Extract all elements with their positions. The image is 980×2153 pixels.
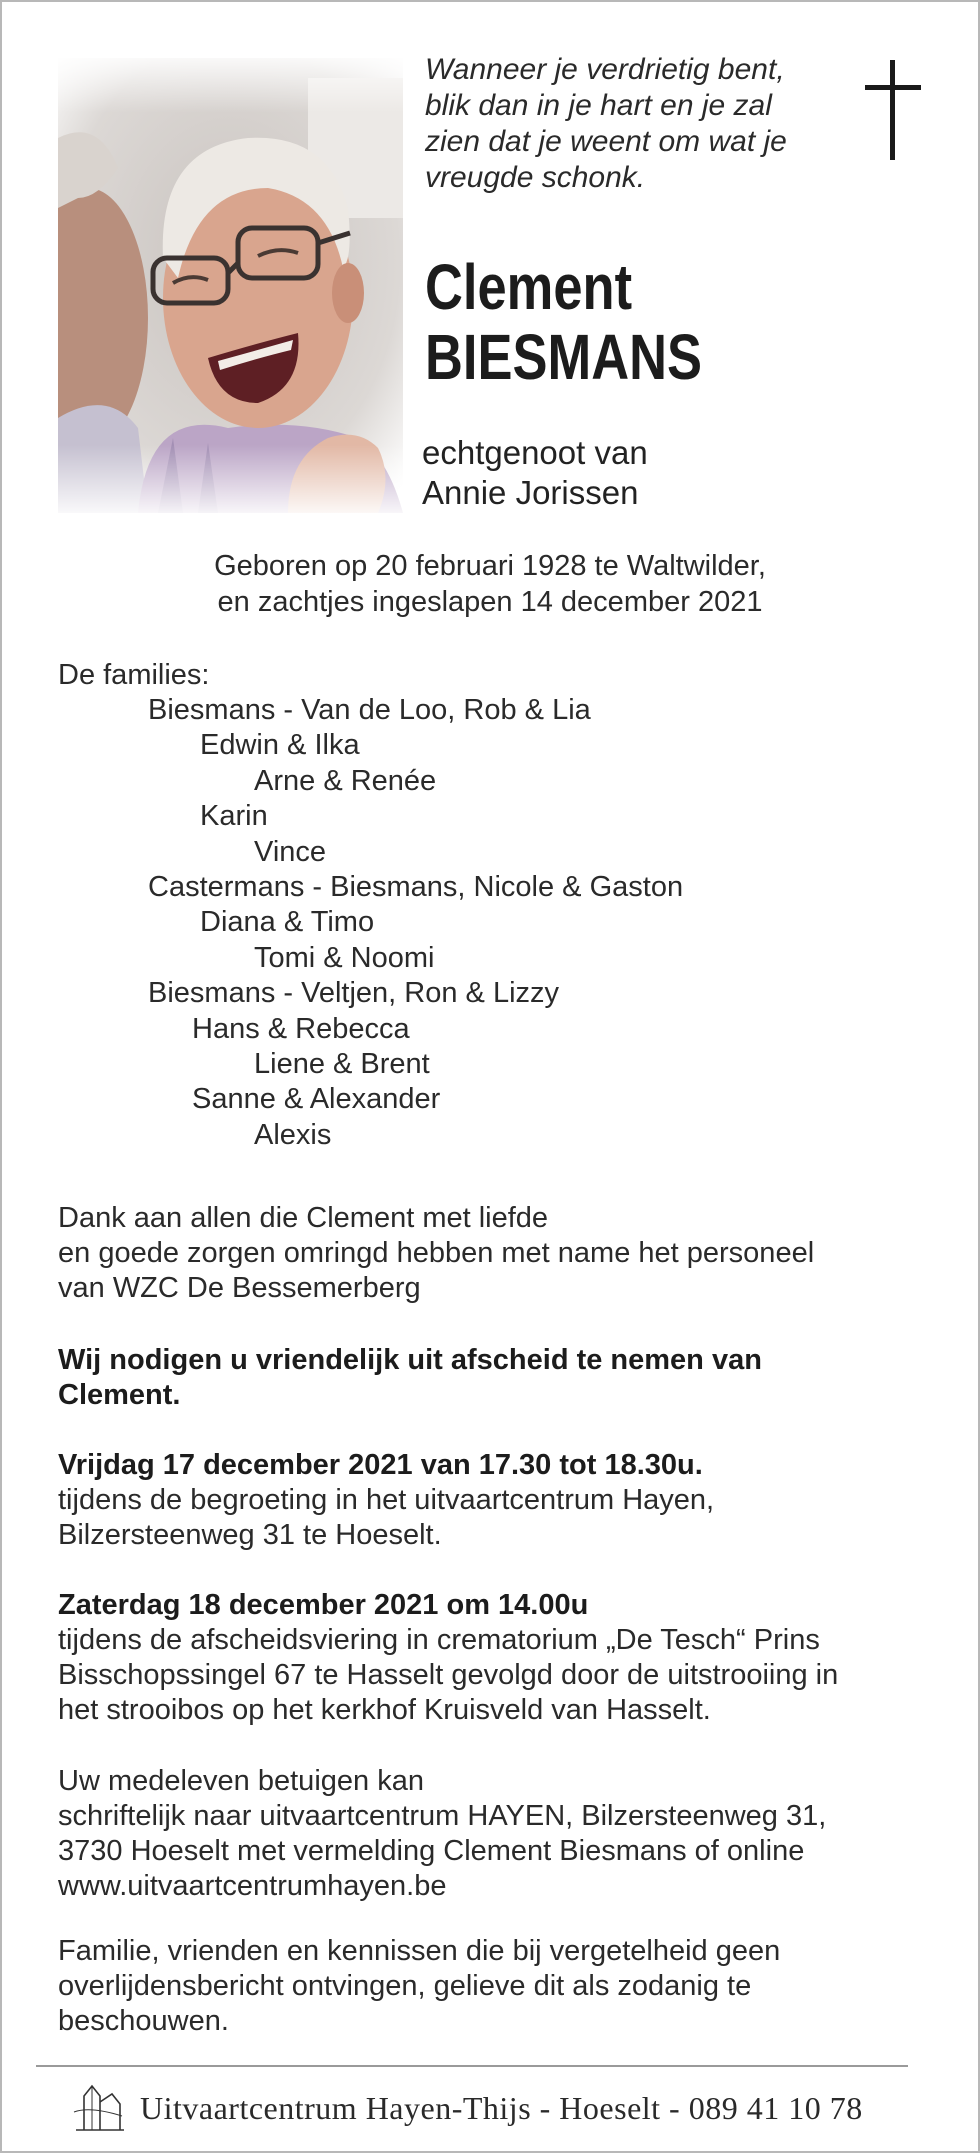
saturday-heading: Zaterdag 18 december 2021 om 14.00u — [58, 1589, 589, 1621]
poem-line: vreugde schonk. — [425, 161, 646, 194]
notice-line: Familie, vrienden en kennissen die bij vergetelheid geen — [58, 1935, 781, 1967]
poem-line: blik dan in je hart en je zal — [425, 89, 772, 122]
footer-divider — [36, 2065, 908, 2067]
invite-paragraph — [58, 1343, 938, 1413]
spouse-info — [422, 433, 648, 513]
born-line: en zachtjes ingeslapen 14 december 2021 — [217, 586, 763, 618]
friday-paragraph — [58, 1448, 938, 1553]
website-link[interactable]: www.uitvaartcentrumhayen.be — [58, 1870, 447, 1902]
family-member-line: Biesmans - Veltjen, Ron & Lizzy — [148, 977, 560, 1010]
family-member-line: Alexis — [254, 1118, 332, 1151]
born-line: Geboren op 20 februari 1928 te Waltwilder, — [214, 550, 766, 582]
thanks-line: van WZC De Bessemerberg — [58, 1272, 421, 1304]
family-member-line: Liene & Brent — [254, 1048, 430, 1080]
spouse-line: Annie Jorissen — [422, 474, 639, 511]
family-member-line: Sanne & Alexander — [192, 1083, 441, 1116]
thanks-paragraph — [58, 1201, 938, 1306]
saturday-paragraph — [58, 1588, 938, 1728]
notice-paragraph — [58, 1934, 938, 2039]
saturday-line: tijdens de afscheidsviering in crematorium „De Tesch“ Prins — [58, 1624, 820, 1656]
friday-heading: Vrijdag 17 december 2021 van 17.30 tot 18.30u. — [58, 1449, 703, 1481]
notice-line: beschouwen. — [58, 2005, 229, 2037]
family-member-line: Karin — [200, 800, 268, 833]
family-member-line: Vince — [254, 835, 327, 868]
poem-line: zien dat je weent om wat je — [425, 125, 787, 158]
birth-death-info — [0, 548, 980, 620]
notice-line: overlijdensbericht ontvingen, gelieve dit als zodanig te — [58, 1970, 752, 2002]
spouse-line: echtgenoot van — [422, 434, 648, 471]
condolences-line: schriftelijk naar uitvaartcentrum HAYEN, Bilzersteenweg 31, — [58, 1800, 827, 1832]
thanks-line: Dank aan allen die Clement met liefde — [58, 1202, 549, 1234]
invite-line: Clement. — [58, 1379, 181, 1411]
family-member-line: Diana & Timo — [200, 906, 375, 939]
family-member-line: Biesmans - Van de Loo, Rob & Lia — [148, 694, 591, 726]
footer-contact: Uitvaartcentrum Hayen-Thijs - Hoeselt - 089 41 10 78 — [140, 2090, 863, 2126]
first-name: Clement — [425, 251, 633, 323]
footer — [62, 2082, 922, 2132]
condolences-line: Uw medeleven betuigen kan — [58, 1765, 424, 1797]
family-member-line: Tomi & Noomi — [254, 941, 435, 974]
portrait-photo — [58, 58, 403, 513]
funeral-home-logo-icon — [70, 2082, 126, 2132]
family-member-line: Castermans - Biesmans, Nicole & Gaston — [148, 871, 684, 903]
last-name: BIESMANS — [425, 321, 703, 393]
saturday-line: het strooibos op het kerkhof Kruisveld van Hasselt. — [58, 1694, 711, 1726]
family-member-line: Hans & Rebecca — [192, 1012, 410, 1045]
family-member-line: Edwin & Ilka — [200, 729, 360, 762]
poem — [425, 52, 845, 196]
condolences-paragraph — [58, 1764, 938, 1904]
poem-line: Wanneer je verdrietig bent, — [425, 53, 785, 86]
families-heading: De families: — [58, 659, 210, 691]
invite-line: Wij nodigen u vriendelijk uit afscheid te nemen van — [58, 1344, 762, 1376]
friday-line: Bilzersteenweg 31 te Hoeselt. — [58, 1519, 442, 1551]
condolences-line: 3730 Hoeselt met vermelding Clement Biesmans of online — [58, 1835, 805, 1867]
latin-cross-icon — [865, 60, 921, 160]
family-member-line: Arne & Renée — [254, 764, 437, 797]
deceased-name — [425, 252, 702, 392]
saturday-line: Bisschopssingel 67 te Hasselt gevolgd door de uitstrooiing in — [58, 1659, 839, 1691]
friday-line: tijdens de begroeting in het uitvaartcentrum Hayen, — [58, 1484, 715, 1516]
thanks-line: en goede zorgen omringd hebben met name het personeel — [58, 1237, 815, 1269]
